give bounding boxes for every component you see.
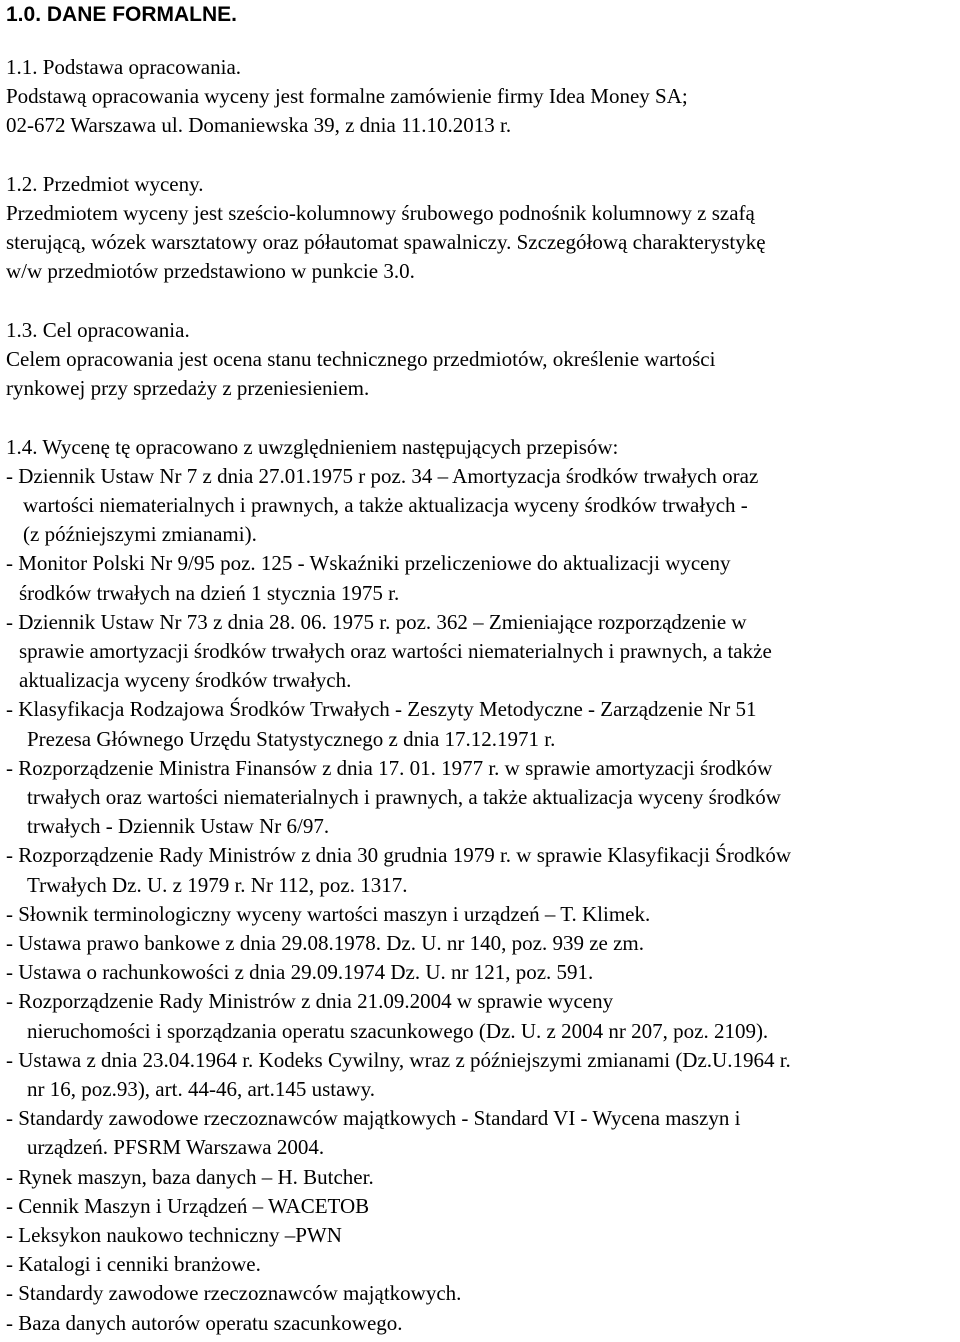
section-cel bbox=[6, 316, 960, 404]
list-item-line: urządzeń. PFSRM Warszawa 2004. bbox=[27, 1135, 325, 1160]
list-item-line: - Rozporządzenie Ministra Finansów z dnia 17. 01. 1977 r. w sprawie amortyzacji środków bbox=[6, 755, 773, 780]
list-item-line: - Ustawa o rachunkowości z dnia 29.09.1974 Dz. U. nr 121, poz. 591. bbox=[6, 960, 594, 985]
list-item-line: wartości niematerialnych i prawnych, a także aktualizacja wyceny środków trwałych - bbox=[23, 493, 748, 517]
section-przedmiot bbox=[6, 170, 960, 287]
list-item-line: - Leksykon naukowo techniczny –PWN bbox=[6, 1223, 342, 1248]
list-item bbox=[6, 462, 960, 550]
list-item bbox=[6, 1163, 960, 1192]
list-item-line: - Klasyfikacja Rodzajowa Środków Trwałych - Zeszyty Metodyczne - Zarządzenie Nr 51 bbox=[6, 697, 757, 722]
list-item-line: aktualizacja wyceny środków trwałych. bbox=[19, 668, 352, 693]
list-item bbox=[6, 549, 960, 607]
paragraph-line: Celem opracowania jest ocena stanu technicznego przedmiotów, określenie wartości bbox=[6, 347, 716, 371]
list-item bbox=[6, 958, 960, 987]
list-item-line: (z późniejszymi zmianami). bbox=[23, 522, 257, 547]
list-item bbox=[6, 608, 960, 696]
list-item-line: nr 16, poz.93), art. 44-46, art.145 ustawy. bbox=[27, 1077, 375, 1102]
list-item bbox=[6, 1221, 960, 1250]
list-item bbox=[6, 900, 960, 929]
section-title: 1.2. Przedmiot wyceny. bbox=[6, 171, 204, 196]
list-item bbox=[6, 1192, 960, 1221]
list-item-line: trwałych - Dziennik Ustaw Nr 6/97. bbox=[27, 814, 330, 839]
list-item-line: - Monitor Polski Nr 9/95 poz. 125 - Wskaźniki przeliczeniowe do aktualizacji wyceny bbox=[6, 551, 731, 576]
paragraph-line: 02-672 Warszawa ul. Domaniewska 39, z dnia 11.10.2013 r. bbox=[6, 113, 512, 138]
paragraph-line: w/w przedmiotów przedstawiono w punkcie 3.0. bbox=[6, 259, 415, 284]
list-item bbox=[6, 1250, 960, 1279]
list-item-line: Prezesa Głównego Urzędu Statystycznego z dnia 17.12.1971 r. bbox=[27, 726, 556, 751]
list-item-line: środków trwałych na dzień 1 stycznia 1975 r. bbox=[19, 580, 400, 605]
section-title: 1.4. Wycenę tę opracowano z uwzględnieniem następujących przepisów: bbox=[6, 434, 619, 459]
section-title: 1.3. Cel opracowania. bbox=[6, 317, 190, 342]
list-item-line: - Baza danych autorów operatu szacunkowego. bbox=[6, 1310, 403, 1335]
list-item-line: trwałych oraz wartości niematerialnych i prawnych, a także aktualizacja wyceny środków bbox=[27, 785, 781, 810]
list-item-line: - Słownik terminologiczny wyceny wartości maszyn i urządzeń – T. Klimek. bbox=[6, 901, 651, 926]
list-item-line: - Standardy zawodowe rzeczoznawców majątkowych. bbox=[6, 1281, 462, 1306]
list-item-line: sprawie amortyzacji środków trwałych oraz wartości niematerialnych i prawnych, a także bbox=[19, 639, 772, 664]
list-item-line: - Ustawa z dnia 23.04.1964 r. Kodeks Cywilny, wraz z późniejszymi zmianami (Dz.U.1964 r. bbox=[6, 1047, 791, 1072]
list-item bbox=[6, 754, 960, 842]
list-item-line: - Ustawa prawo bankowe z dnia 29.08.1978. Dz. U. nr 140, poz. 939 ze zm. bbox=[6, 931, 644, 956]
list-item-line: - Rozporządzenie Rady Ministrów z dnia 30 grudnia 1979 r. w sprawie Klasyfikacji Środków bbox=[6, 843, 791, 868]
list-item-line: - Dziennik Ustaw Nr 73 z dnia 28. 06. 1975 r. poz. 362 – Zmieniające rozporządzenie w bbox=[6, 609, 747, 634]
paragraph-line: Przedmiotem wyceny jest sześcio-kolumnowy śrubowego podnośnik kolumnowy z szafą bbox=[6, 201, 755, 225]
document-heading: 1.0. DANE FORMALNE. bbox=[6, 3, 238, 26]
paragraph-line: Podstawą opracowania wyceny jest formalne zamówienie firmy Idea Money SA; bbox=[6, 84, 688, 109]
list-item bbox=[6, 1309, 960, 1338]
list-item-line: - Dziennik Ustaw Nr 7 z dnia 27.01.1975 r poz. 34 – Amortyzacja środków trwałych oraz bbox=[6, 463, 759, 488]
section-title: 1.1. Podstawa opracowania. bbox=[6, 55, 242, 79]
list-item bbox=[6, 987, 960, 1045]
list-item-line: Trwałych Dz. U. z 1979 r. Nr 112, poz. 1317. bbox=[27, 872, 408, 897]
list-item-line: - Rozporządzenie Rady Ministrów z dnia 21.09.2004 w sprawie wyceny bbox=[6, 989, 614, 1014]
list-item-line: - Standardy zawodowe rzeczoznawców majątkowych - Standard VI - Wycena maszyn i bbox=[6, 1106, 741, 1131]
paragraph-line: rynkowej przy sprzedaży z przeniesieniem. bbox=[6, 376, 370, 401]
list-item-line: - Cennik Maszyn i Urządzeń – WACETOB bbox=[6, 1193, 370, 1218]
list-item bbox=[6, 1046, 960, 1104]
list-item bbox=[6, 929, 960, 958]
section-przepisy bbox=[6, 433, 960, 1338]
paragraph-line: sterującą, wózek warsztatowy oraz półautomat spawalniczy. Szczegółową charakterystykę bbox=[6, 230, 766, 255]
list-item-line: - Katalogi i cenniki branżowe. bbox=[6, 1252, 261, 1277]
list-item-line: - Rynek maszyn, baza danych – H. Butcher. bbox=[6, 1164, 374, 1189]
list-item-line: nieruchomości i sporządzania operatu szacunkowego (Dz. U. z 2004 nr 207, poz. 2109). bbox=[27, 1018, 769, 1043]
section-podstawa bbox=[6, 53, 960, 141]
list-item bbox=[6, 1104, 960, 1162]
list-item bbox=[6, 841, 960, 899]
list-item bbox=[6, 695, 960, 753]
list-item bbox=[6, 1279, 960, 1308]
